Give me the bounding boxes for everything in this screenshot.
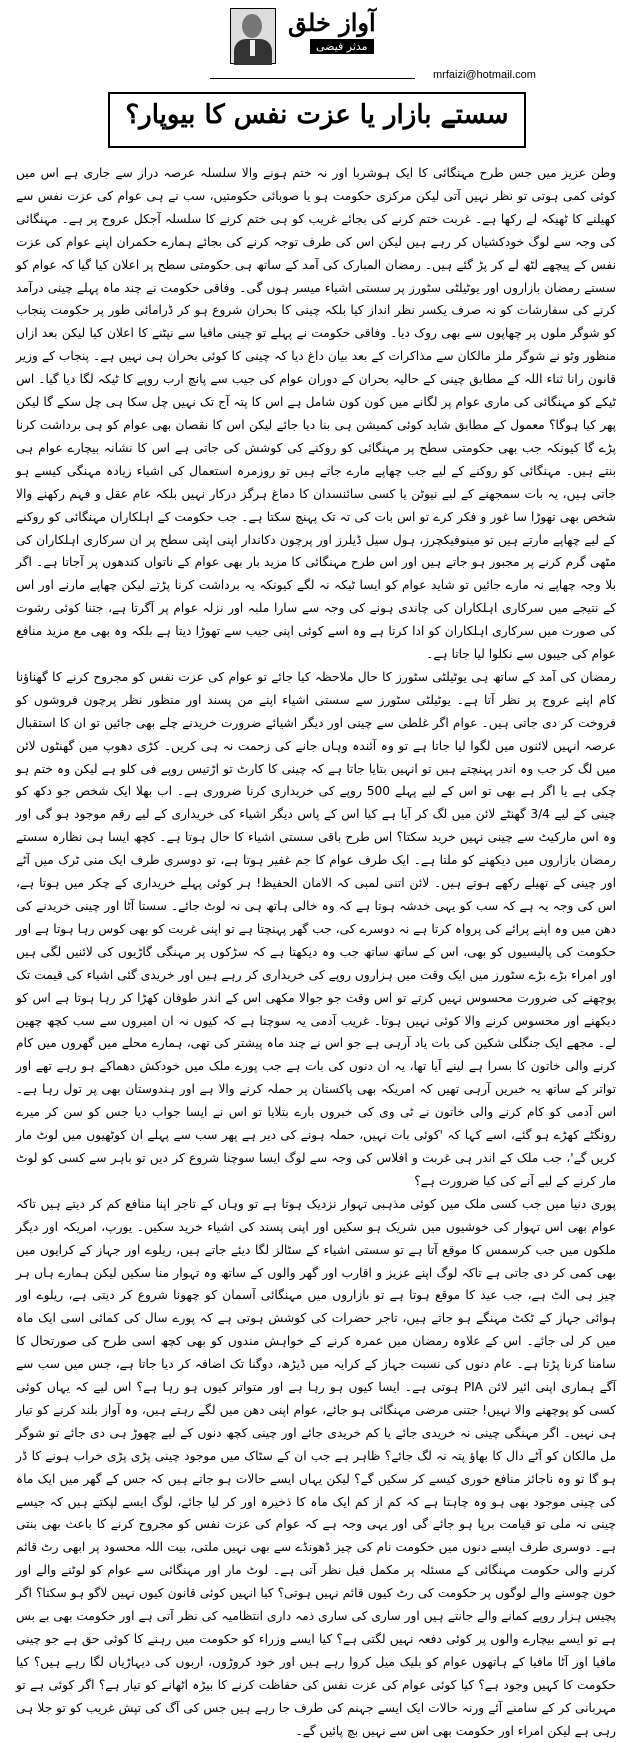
author-photo bbox=[230, 8, 276, 64]
paragraph: وطن عزیز میں جس طرح مہنگائی کا ایک ہوشربا اور نہ ختم ہونے والا سلسلہ عرصہ دراز سے جاری ہے اس میں کوئی کمی ہوتی تو نظر نہیں آتی لیکن مرکزی حکومت ہو یا صوبائی حکومتیں، سب نے ہی عوام کی عزت نفس سے کھیلنے کا ٹھیکہ لے رکھا ہے۔ غربت ختم کرنے کی بجائے غریب کو ہی ختم کرنے کا سلسلہ آجکل عروج پر ہے۔ مہنگائی کی وجہ سے لوگ خودکشیاں کر رہے ہیں لیکن اس کی طرف توجہ کرنے کی بجائے ہمارے حکمران اپنے عوام کی عزت نفس کے پیچھے لٹھ لے کر پڑ گئے ہیں۔ رمضان المبارک کی آمد کے ساتھ ہی حکومتی سطح پر اعلان کیا گیا کہ عوام کو سستے رمضان بازاروں اور یوٹیلٹی سٹورز پر سستی اشیاء میسر ہوں گی۔ وفاقی حکومت نے چند ماہ پہلے چینی درآمد کرنے کی سفارشات کو نہ صرف یکسر نظر انداز کیا بلکہ چینی کا بحران شروع ہو کر ڈرامائی طور پر حکومت پنجاب کو شوگر ملوں پر چھاپوں سے بھی روک دیا۔ وفاقی حکومت نے پہلے تو چینی مافیا سے نپٹنے کا اعلان کیا لیکن بعد ازاں منظور وٹو نے شوگر ملز مالکان سے مذاکرات کے بعد بیان داغ دیا کہ چینی کا کوئی بحران ہی نہیں ہے۔ پنجاب کے وزیر قانون رانا ثناء اللہ کے مطابق چینی کے حالیہ بحران کے دوران عوام کی جیب سے پانچ ارب روپے کا ٹیکہ لگا دیا گیا۔ اس ٹیکے کو مہنگائی کی ماری عوام پر لگانے میں کون کون شامل ہے اس کا پتہ آج تک نہیں چل سکا ہی چل سکے گا لیکن پھر کیا ہوگا؟ معمول کے مطابق شاید کوئی کمیشن ہی بنا دیا جائے لیکن اس کا نقصان بھی عوام کو ہی برداشت کرنا پڑے گا کیونکہ جب بھی حکومتی سطح پر مہنگائی کو روکنے کی کوشش کی جاتی ہے اس کا نشانہ بیچارے عوام ہی بنتے ہیں۔ مہنگائی کو روکنے کے لیے جب چھاپے مارے جاتے ہیں تو روزمرہ استعمال کی اشیاء زیادہ مہنگی کیسے ہو جاتی ہیں، یہ بات سمجھنے کے لیے نیوٹن یا کسی سائنسدان کا دماغ ہرگز درکار نہیں بلکہ عام عقل و فہم رکھنے والا شخص بھی تھوڑا سا غور و فکر کرے تو اس بات کی تہ تک پہنچ سکتا ہے۔ جب حکومت کے اہلکاران مہنگائی کو روکنے کے لیے چھاپے مارتے ہیں تو مینوفیکچرز، ہول سیل ڈیلرز اور پرچون دکاندار اپنی اپنی سطح پر ان سرکاری اہلکاران کی مٹھی گرم کرنے پر مجبور ہو جاتے ہیں اور اس طرح مہنگائی کا مزید بار بھی عوام کے ناتواں کندھوں پر آجاتا ہے۔ اگر بلا وجہ چھاپے نہ مارے جائیں تو شاید عوام کو ایسا ٹیکہ نہ لگے کیونکہ یہ برداشت کرنا پڑتے لیکن چھاپے مارنے اور اس کے نتیجے میں سرکاری اہلکاران کی چاندی ہونے کی وجہ سے سارا ملبہ اور نزلہ عوام پر آگرتا ہے، جتنا کوئی رشوت کی صورت میں سرکاری اہلکاران کو ادا کرتا ہے وہ اسے کوئی اپنی جیب سے تھوڑا دیتا ہے بلکہ وہ بھی مع مزید منافع عوام کی جیبوں سے نکلوا لیا جاتا ہے۔ bbox=[16, 166, 616, 662]
headline: سستے بازار یا عزت نفس کا بیوپار؟ bbox=[125, 100, 509, 130]
paragraph: پوری دنیا میں جب کسی ملک میں کوئی مذہبی تہوار نزدیک ہوتا ہے تو وہاں کے تاجر اپنا منافع کم کر دیتے ہیں تاکہ عوام بھی اس تہوار کی خوشیوں میں شریک ہو سکیں اور اپنی پسند کی اشیاء خرید سکیں۔ یورپ، امریکہ اور دیگر ملکوں میں جب کرسمس کا موقع آتا ہے تو سستی اشیاء کے سٹالز لگا دیئے جاتے ہیں، ریلوے اور جہاز کے کرایوں میں بھی کمی کر دی جاتی ہے تاکہ لوگ اپنے عزیز و اقارب اور گھر والوں کے ساتھ وہ تہوار منا سکیں لیکن ہمارے ہاں ہر چیز ہی الٹ ہے، جب عید کا موقع ہوتا ہے تو بازاروں میں مہنگائی آسمان کو چھونا شروع کر دیتی ہے، ریلوے اور ہوائی جہاز کے ٹکٹ مہنگے ہو جاتے ہیں، تاجر حضرات کی کوشش ہوتی ہے کہ پورے سال کی کمائی اسی ایک ماہ میں کر لی جائے۔ اس کے علاوہ رمضان میں عمرہ کرنے کے خواہش مندوں کو بھی کچھ اسی طرح کی صورتحال کا سامنا کرنا پڑتا ہے۔ عام دنوں کی نسبت جہاز کے کرایہ میں ڈیڑھ، دوگنا تک اضافہ کر دیا جاتا ہے، جس میں سب سے آگے ہماری اپنی ائیر لائن PIA ہوتی ہے۔ ایسا کیوں ہو رہا ہے اور متواتر کیوں ہو رہا ہے؟ اس لیے کہ یہاں کوئی کسی کو پوچھنے والا نہیں! جتنی مرضی مہنگائی ہو جائے، عوام اپنی دھن میں لگے رہتے ہیں، وہ آواز بلند کرنے کو تیار ہی نہیں۔ اگر مہنگی چینی نہ خریدی جائے یا کم خریدی جائے اور چینی کچھ دنوں کے لیے چھوڑ ہی دی جائے تو شوگر مل مالکان کو آٹے دال کا بھاؤ پتہ نہ لگ جائے؟ ظاہر ہے جب ان کے سٹاک میں موجود چینی پڑی پڑی خراب ہونے کا ڈر ہو گا تو وہ ناجائز منافع خوری کیسے کر سکیں گے؟ لیکن یہاں ایسے حالات ہو جاتے ہیں کہ جس کے گھر میں ایک ماہ کی چینی موجود بھی ہو وہ چاہتا ہے کہ کم از کم ایک ماہ کا ذخیرہ اور کر لیا جائے، لوگ ایسے لپکتے ہیں کہ جیسے چینی نہ ملی تو قیامت برپا ہو جائے گی اور یہی وجہ ہے کہ عوام کی عزت نفس کو مجروح کرنے کا باعث بھی بنتی ہے۔ دوسری طرف ایسے دنوں میں حکومت نام کی چیز ڈھونڈے سے بھی نہیں ملتی، بیت اللہ محسود پر ابھی رٹ قائم کرنے والی حکومت مہنگائی کے مسئلہ پر مکمل فیل نظر آتی ہے۔ لوٹ مار اور مہنگائی سے عوام کو لوٹنے والے اور خون چوسنے والے لوگوں پر حکومت کی رٹ کیوں قائم نہیں ہوتی؟ کیا انہیں کوئی قانون کیوں نہیں لاگو ہو سکتا؟ اگر پچیس ہزار روپے کمانے والے جانتے ہیں اور ساری کی ساری ذمہ داری انتظامیہ کی نظر آتی ہے اور حکومت بھی بے بس ہے تو ایسے بیچارے والوں پر کوئی دفعہ نہیں لگتی ہے؟ کیا ایسے وزراء کو حکومت میں رہنے کا کوئی حق ہے جو چینی مافیا اور آٹا مافیا کے ہاتھوں عوام کو بلیک میل کروا رہے ہیں اور خود کروڑوں، اربوں کی دیہاڑیاں لگا رہے ہیں؟ کیا حکومت کا کہیں وجود ہے؟ کیا کوئی عوام کی عزت نفس کی حفاظت کرنے کا بیڑہ اٹھانے کو تیار ہے؟ اگر کوئی ہے تو مہربانی کر کے سامنے آئے ورنہ حالات ایک ایسے جہنم کی طرف جا رہے ہیں جس کی آگ کی تپش غریب کو تو جلا ہی رہی ہے لیکن امراء اور حکومت بھی اس سے نہیں بچ پائیں گے۔ bbox=[16, 1196, 616, 1738]
paragraph: رمضان کی آمد کے ساتھ ہی یوٹیلٹی سٹورز کا حال ملاحظہ کیا جائے تو عوام کی عزت نفس کو مجروح کرنے کا گھناؤنا کام اپنے عروج پر نظر آتا ہے۔ یوٹیلٹی سٹورز سے سستی اشیاء اپنے من پسند اور منظور نظر پرچون فروشوں کو فروخت کر دی جاتی ہیں۔ عوام اگر غلطی سے چینی اور دیگر اشیائے ضرورت خریدنے چلے بھی جائیں تو ان کا استقبال عرصہ انہیں لائنوں میں لگوا لیا جاتا ہے تو وہ آئندہ وہاں جانے کی زحمت نہ ہی کریں۔ کڑی دھوپ میں گھنٹوں لائن میں لگ کر جب وہ اندر پہنچتے ہیں تو انہیں بتایا جاتا ہے کہ چینی کا کارٹ تو اڑتیس روپے فی کلو ہے لیکن وہ ختم ہو چکی ہے یا اگر ہے بھی تو اس کے لیے پہلے 500 روپے کی خریداری کرنا ضروری ہے۔ اب بھلا ایک شخص جو دکھ کو چینی کے لیے 3/4 گھنٹے لائن میں لگ کر آیا ہے کیا اس کے پاس دیگر اشیاء کی خریداری کے لیے رقم موجود ہو گی اور وہ اس مارکیٹ سے چینی نہیں خرید سکتا؟ اس طرح باقی سستی اشیاء کا حال ہوتا ہے۔ کچھ ایسا ہی نظارہ سستے رمضان بازاروں میں دیکھنے کو ملتا ہے۔ ایک طرف عوام کا جم غفیر ہوتا ہے، تو دوسری طرف ایک منی ٹرک میں آٹے اور چینی کے تھیلے رکھے ہوتے ہیں۔ لائن اتنی لمبی کہ الامان الحفیظ! ہر کوئی پہلے خریداری کے چکر میں ہوتا ہے، اس کی وجہ یہ ہے کہ سب کو یہی خدشہ ہوتا ہے کہ وہ خالی ہاتھ ہی نہ لوٹ جائے۔ سستا آٹا اور چینی خریدنے کی دھن میں وہ اپنے پرائے کی پرواہ کرتا ہے نہ دوسرے کی، جب گھر پہنچتا ہے تو اپنی غربت کو بھی کوس رہا ہوتا ہے اور حکومت کی پالیسیوں کو بھی، اس کے ساتھ ساتھ جب وہ دیکھتا ہے کہ سڑکوں پر مہنگی گاڑیوں کی لائنیں لگی ہیں اور امراء بڑے بڑے سٹورز میں ایک وقت میں ہزاروں روپے کی خریداری کر رہے ہیں اور خریدی گئی اشیاء کی قیمت تک پوچھنے کی ضرورت محسوس نہیں کرتے تو اس وقت جو جوالا مکھی اس کے اندر طوفان کھڑا کر رہا ہوتا ہے اس کو دیکھنے اور محسوس کرنے والا کوئی نہیں ہوتا۔ غریب آدمی یہ سوچتا ہے کہ کیوں نہ ان امیروں سے سب کچھ چھین لے۔ مجھے ایک جنگلی شکین کی بات یاد آرہی ہے جو اس نے چند ماہ پیشتر کی تھی، ہمارے محلے میں گھروں میں کام کرنے والی خاتون کا بسرا ہے لینے آیا تھا، یہ ان دنوں کی بات ہے جب پورے ملک میں خودکش دھماکے ہو رہے تھے اور تواتر کے ساتھ یہ خبریں آرہی تھیں کہ امریکہ بھی پاکستان پر حملہ کرنے والا ہے اور ہندوستان بھی پر تول رہا ہے۔ اس آدمی کو کام کرنے والی خاتون نے ٹی وی کی خبروں بارے بتلایا تو اس نے ایسا جواب دیا جس کو سن کر میرے رونگٹے کھڑے ہو گئے، اسے کہا کہ 'کوئی بات نہیں، حملہ ہونے کی دیر ہے پھر سب سے پہلے ان کوٹھیوں میں لوٹ مار کریں گے'، جب ملک کے اندر ہی غربت و افلاس کی وجہ سے لوگ ایسا سوچنا شروع کر دیں تو باہر سے کسی کو لوٹ مار کرنے کے لیے آنے کی کیا ضرورت ہے؟ bbox=[16, 669, 616, 1188]
author-name: مدثر فیضی bbox=[310, 39, 374, 54]
column-masthead bbox=[230, 8, 536, 81]
masthead-rule bbox=[210, 78, 415, 79]
column-title: آواز خلق bbox=[288, 8, 376, 37]
headline-box bbox=[108, 92, 526, 148]
author-email: mrfaizi@hotmail.com bbox=[433, 69, 536, 81]
article-body bbox=[16, 162, 616, 1738]
